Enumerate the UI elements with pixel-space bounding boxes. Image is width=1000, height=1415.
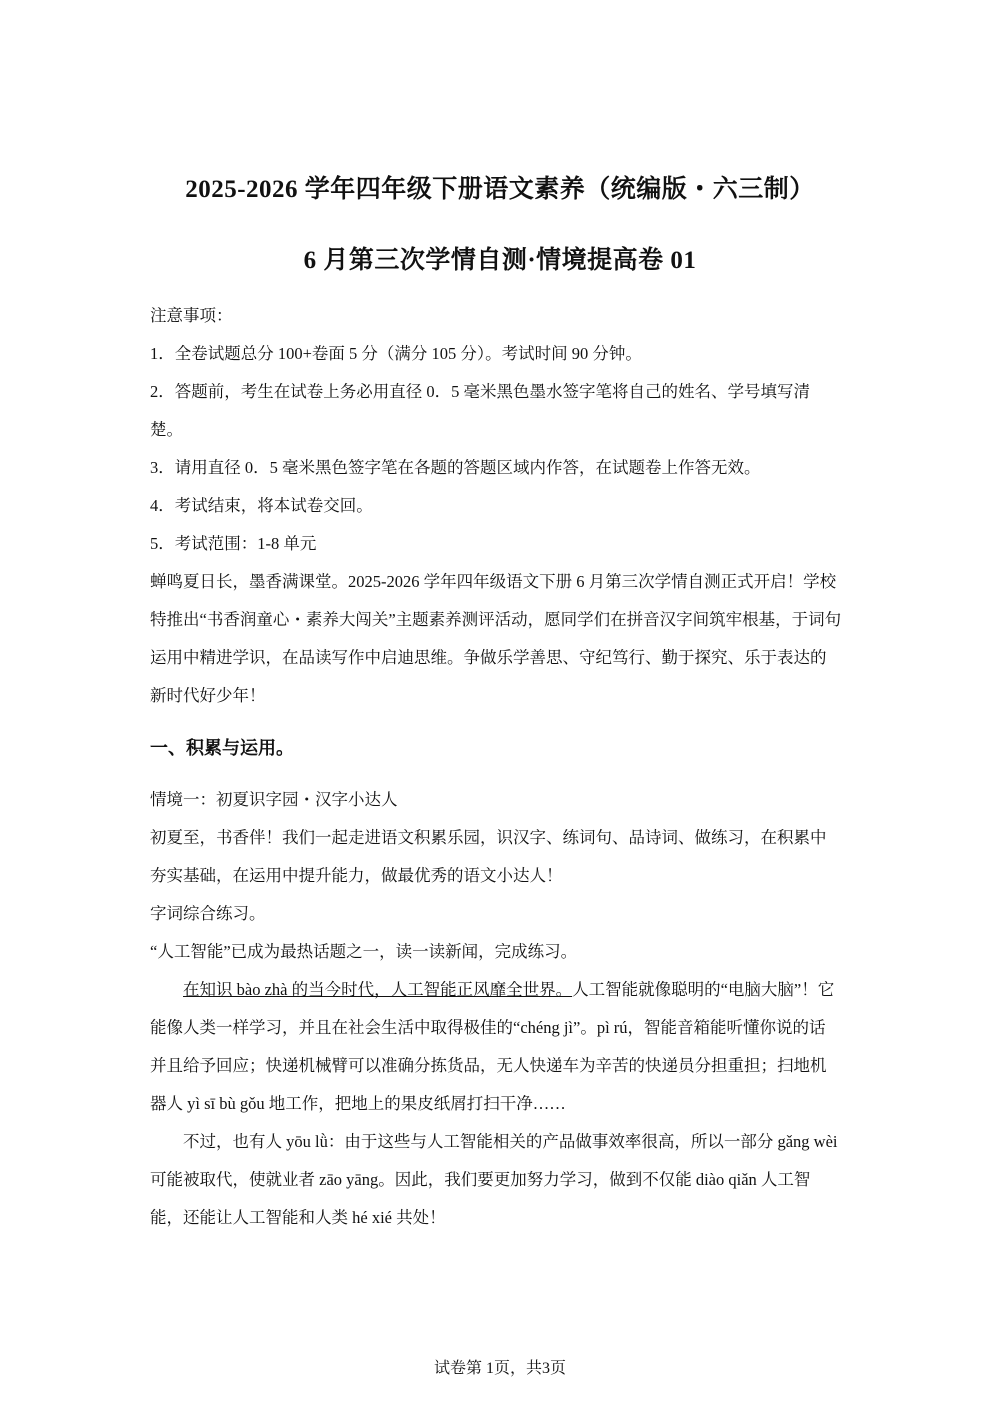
note-item-3: 3．请用直径 0．5 毫米黑色签字笔在各题的答题区域内作答，在试题卷上作答无效。 <box>150 458 761 477</box>
news-paragraph-2: 不过，也有人 yōu lǜ：由于这些与人工智能相关的产品做事效率很高，所以一部分 gǎng wèi 可能被取代，使就业者 zāo yāng。因此，我们要更加努力学习，做到不仅能 diào qiǎn 人工智能，还能让人工智能和人类 hé xié 共处！ <box>150 1132 838 1227</box>
note-item-5: 5．考试范围：1-8 单元 <box>150 534 317 553</box>
scenario-text: 初夏至，书香伴！我们一起走进语文积累乐园，识汉字、练词句、品诗词、做练习，在积累中夯实基础，在运用中提升能力，做最优秀的语文小达人！ <box>150 828 827 885</box>
exam-subtitle: 6 月第三次学情自测·情境提高卷 01 <box>303 247 697 274</box>
exam-body <box>150 297 842 1237</box>
notes-heading: 注意事项： <box>150 306 233 325</box>
news-paragraph-1-rest: 人工智能就像聪明的“电脑大脑”！它能像人类一样学习，并且在社会生活中取得极佳的“chéng jì”。pì rú，智能音箱能听懂你说的话并且给予回应；快递机械臂可以准确分拣货品，无人快递车为辛苦的快递员分担重担；扫地机器人 yì sī bù gǒu 地工作，把地上的果皮纸屑打扫干净…… <box>150 980 835 1113</box>
section-heading: 一、积累与运用。 <box>150 738 294 758</box>
news-paragraph-1 <box>150 971 842 1123</box>
underlined-sentence: 在知识 bào zhà 的当今时代，人工智能正风靡全世界。 <box>183 980 573 999</box>
note-item-2: 2．答题前，考生在试卷上务必用直径 0．5 毫米黑色墨水签字笔将自己的姓名、学号填写清楚。 <box>150 382 810 439</box>
task-label: 字词综合练习。 <box>150 904 266 923</box>
task-instruction: “人工智能”已成为最热话题之一，读一读新闻，完成练习。 <box>150 942 578 961</box>
intro-paragraph: 蝉鸣夏日长，墨香满课堂。2025-2026 学年四年级语文下册 6 月第三次学情自测正式开启！学校特推出“书香润童心・素养大闯关”主题素养测评活动，愿同学们在拼音汉字间筑牢根基，于词句运用中精进学识，在品读写作中启迪思维。争做乐学善思、守纪笃行、勤于探究、乐于表达的新时代好少年！ <box>150 572 842 705</box>
page-footer: 试卷第 1页，共3页 <box>433 1360 566 1377</box>
note-item-1: 1．全卷试题总分 100+卷面 5 分（满分 105 分）。考试时间 90 分钟。 <box>150 344 642 363</box>
note-item-4: 4．考试结束，将本试卷交回。 <box>150 496 373 515</box>
scenario-title: 情境一：初夏识字园・汉字小达人 <box>150 790 398 809</box>
exam-title: 2025-2026 学年四年级下册语文素养（统编版・六三制） <box>185 176 815 203</box>
